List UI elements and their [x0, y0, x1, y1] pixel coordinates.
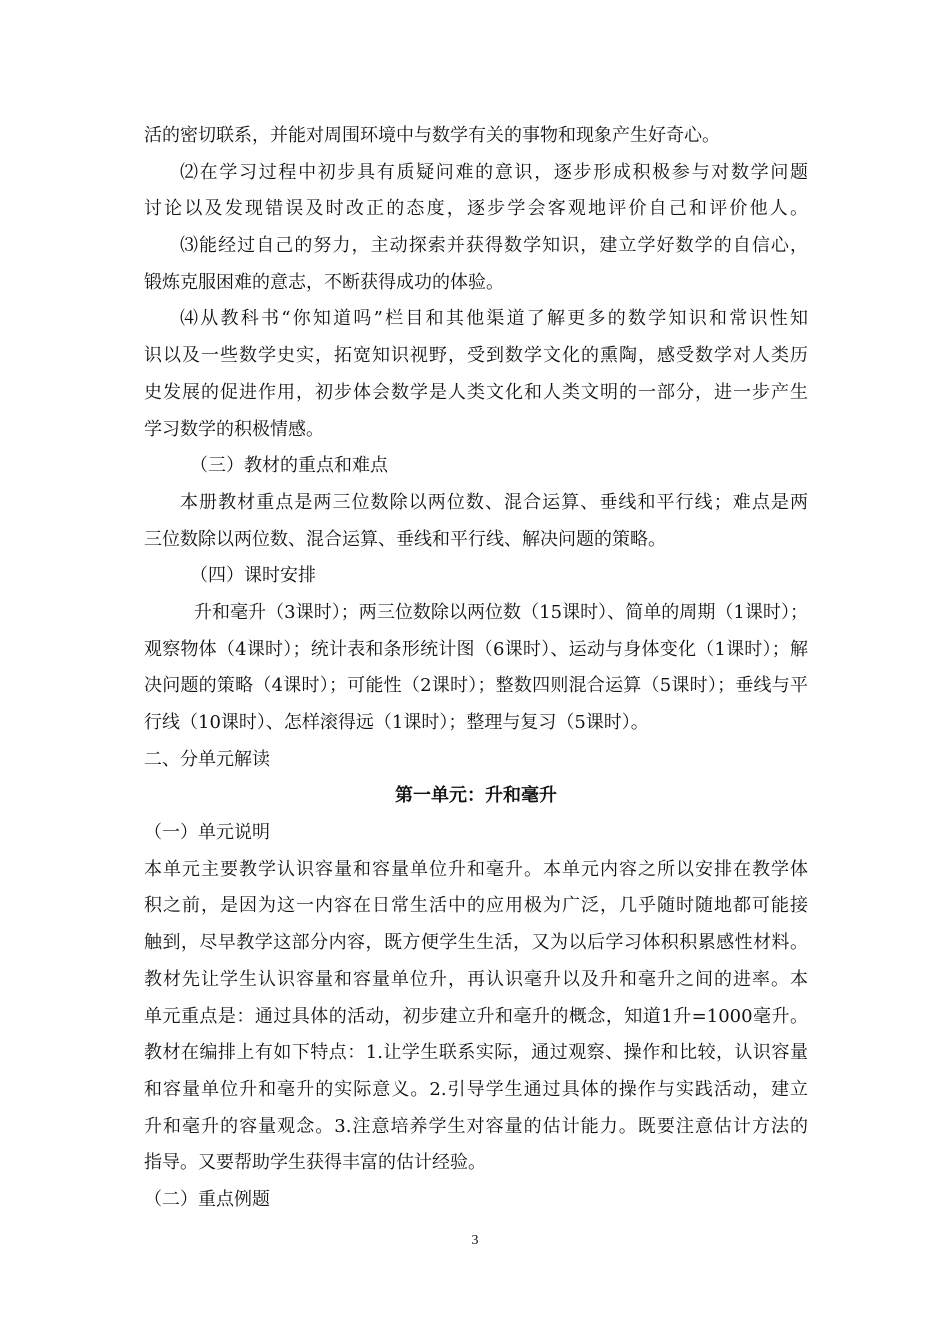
text-line: 和容量单位升和毫升的实际意义。2.引导学生通过具体的操作与实践活动，建立 — [144, 1078, 808, 1100]
section-heading-unit-analysis: 二、分单元解读 — [144, 748, 270, 770]
text-line: 升和毫升的容量观念。3.注意培养学生对容量的估计能力。既要注意估计方法的 — [144, 1115, 808, 1137]
text-line: 学习数学的积极情感。 — [144, 418, 324, 440]
list-item-4: ⑷从教科书“你知道吗”栏目和其他渠道了解更多的数学知识和常识性知 — [180, 308, 808, 330]
text-line: 观察物体（4课时）；统计表和条形统计图（6课时）、运动与身体变化（1课时）；解 — [144, 638, 808, 660]
text-line: 指导。又要帮助学生获得丰富的估计经验。 — [144, 1152, 486, 1174]
text-line: 单元重点是：通过具体的活动，初步建立升和毫升的概念，知道1升=1000毫升。 — [144, 1005, 808, 1027]
subheading-unit-description: （一）单元说明 — [144, 822, 270, 844]
text-line: 活的密切联系，并能对周围环境中与数学有关的事物和现象产生好奇心。 — [144, 125, 720, 146]
text-line: 讨论以及发现错误及时改正的态度，逐步学会客观地评价自己和评价他人。 — [144, 198, 808, 220]
text-line: 教材先让学生认识容量和容量单位升，再认识毫升以及升和毫升之间的进率。本 — [144, 968, 808, 990]
text-line: 本单元主要教学认识容量和容量单位升和毫升。本单元内容之所以安排在教学体 — [144, 858, 808, 880]
section-heading-schedule: （四）课时安排 — [190, 565, 316, 587]
text-line: 决问题的策略（4课时）；可能性（2课时）；整数四则混合运算（5课时）；垂线与平 — [144, 675, 808, 697]
text-line: 本册教材重点是两三位数除以两位数、混合运算、垂线和平行线；难点是两 — [180, 491, 808, 513]
text-line: 教材在编排上有如下特点：1.让学生联系实际，通过观察、操作和比较，认识容量 — [144, 1042, 808, 1064]
text-line: 史发展的促进作用，初步体会数学是人类文化和人类文明的一部分，进一步产生 — [144, 381, 808, 403]
text-line: 识以及一些数学史实，拓宽知识视野，受到数学文化的熏陶，感受数学对人类历 — [144, 345, 808, 367]
text-line: 升和毫升（3课时）；两三位数除以两位数（15课时）、简单的周期（1课时）； — [194, 601, 808, 623]
text-line: 锻炼克服困难的意志，不断获得成功的体验。 — [144, 271, 504, 293]
text-line: 触到，尽早教学这部分内容，既方便学生生活，又为以后学习体积积累感性材料。 — [144, 932, 808, 954]
text-line: 三位数除以两位数、混合运算、垂线和平行线、解决问题的策略。 — [144, 528, 666, 550]
subheading-key-examples: （二）重点例题 — [144, 1188, 270, 1210]
list-item-3: ⑶能经过自己的努力，主动探索并获得数学知识，建立学好数学的自信心， — [180, 235, 808, 257]
unit-title: 第一单元：升和毫升 — [395, 785, 557, 807]
page-number: 3 — [471, 1233, 479, 1248]
list-item-2: ⑵在学习过程中初步具有质疑问难的意识，逐步形成积极参与对数学问题 — [180, 161, 808, 183]
body-text — [144, 118, 808, 1219]
text-line: 行线（10课时）、怎样滚得远（1课时）；整理与复习（5课时）。 — [144, 712, 649, 733]
section-heading-key-points: （三）教材的重点和难点 — [190, 455, 388, 477]
text-line: 积之前，是因为这一内容在日常生活中的应用极为广泛，几乎随时随地都可能接 — [144, 895, 808, 917]
